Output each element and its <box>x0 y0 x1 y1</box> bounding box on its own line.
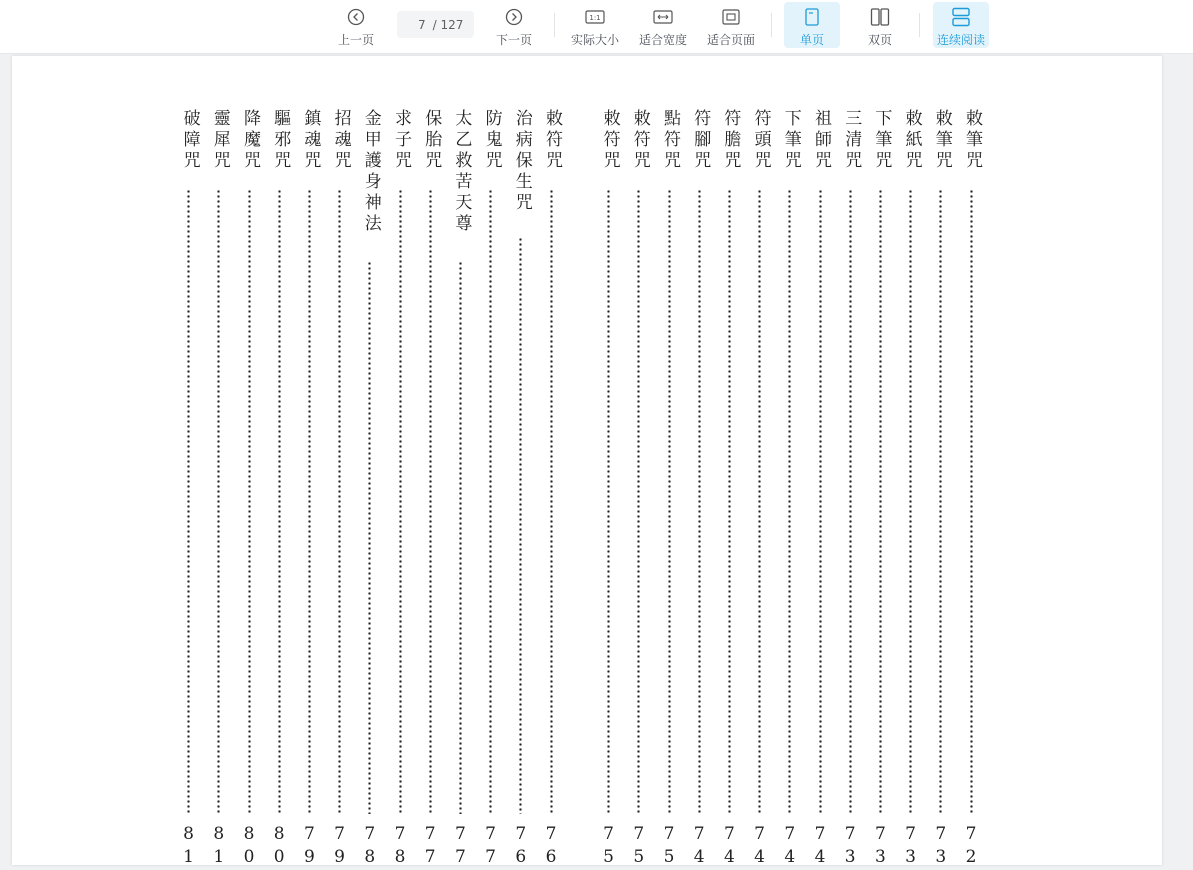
toc-entry[interactable] <box>329 109 351 870</box>
toc-entry[interactable] <box>839 109 862 870</box>
toc-entry-title: 治病保生咒 <box>511 109 532 214</box>
chevron-left-circle-icon <box>345 7 367 27</box>
fit-page-button[interactable] <box>703 2 759 48</box>
toc-entry-page-number: 74 <box>749 824 770 870</box>
toc-leader-dots <box>489 189 492 814</box>
toc-leader-dots <box>849 189 852 814</box>
toc-entry[interactable] <box>540 109 562 870</box>
page-number-input[interactable] <box>408 18 426 32</box>
toc-entry-title: 招魂咒 <box>330 109 351 172</box>
toc-entry[interactable] <box>389 109 411 870</box>
fit-width-icon <box>652 7 674 27</box>
toc-leader-dots <box>698 189 701 814</box>
toc-entry-page-number: 77 <box>420 824 441 870</box>
toc-entry-page-number: 74 <box>689 824 710 870</box>
toc-entry-title: 符頭咒 <box>750 109 771 172</box>
toc-entry-title: 敕筆咒 <box>962 109 982 172</box>
toolbar-divider <box>919 13 920 37</box>
toc-entry-title: 太乙救苦天尊 <box>451 109 472 235</box>
toc-entry[interactable] <box>359 109 381 870</box>
toc-entry[interactable] <box>480 109 502 870</box>
prev-page-label: 上一页 <box>337 33 374 47</box>
svg-text:1:1: 1:1 <box>589 14 601 22</box>
toc-leader-dots <box>217 189 220 814</box>
continuous-reading-button[interactable] <box>933 2 989 48</box>
toc-leader-dots <box>399 189 402 814</box>
toc-entry-title: 破障咒 <box>179 109 200 172</box>
toc-entry[interactable] <box>718 109 741 870</box>
toc-entry-title: 祖師咒 <box>811 109 831 172</box>
toc-entry[interactable] <box>869 109 892 870</box>
scrollbar[interactable] <box>1179 54 1193 865</box>
toc-entry-title: 符腳咒 <box>690 109 711 172</box>
actual-size-label: 实际大小 <box>570 33 619 47</box>
toc-leader-dots <box>550 189 553 814</box>
toc-leader-dots <box>728 189 731 814</box>
next-page-label: 下一页 <box>495 33 532 47</box>
toc-entry-title: 下筆咒 <box>871 109 892 172</box>
toc-entry[interactable] <box>238 109 260 870</box>
toc-entry-page-number: 77 <box>480 824 501 870</box>
toc-entry-title: 三清咒 <box>841 109 862 172</box>
toc-entry-page-number: 75 <box>659 824 679 870</box>
toc-leader-dots <box>758 189 761 814</box>
toc-entry-page-number: 77 <box>450 824 471 870</box>
toc-leader-dots <box>368 261 371 814</box>
toc-entry-page-number: 76 <box>510 824 531 870</box>
toc-entry-page-number: 78 <box>390 824 410 870</box>
toc-leader-dots <box>939 189 942 814</box>
toc-leader-dots <box>819 189 822 814</box>
toc-entry[interactable] <box>658 109 680 870</box>
toc-leader-dots <box>308 189 311 814</box>
toc-entry[interactable] <box>298 109 321 870</box>
toc-entry[interactable] <box>960 109 982 870</box>
page-indicator <box>397 11 474 38</box>
fit-page-label: 适合页面 <box>706 33 755 47</box>
toc-leader-dots <box>879 189 882 814</box>
toc-entry-page-number: 81 <box>208 824 229 870</box>
toc-entry-page-number: 74 <box>719 824 740 870</box>
toc-entry[interactable] <box>178 109 200 870</box>
toc-entry[interactable] <box>688 109 711 870</box>
single-page-button[interactable] <box>784 2 840 48</box>
toc-entry-page-number: 75 <box>598 824 619 870</box>
toc-leader-dots <box>187 189 190 814</box>
continuous-reading-icon <box>950 7 972 27</box>
toc-entry-page-number: 75 <box>628 824 649 870</box>
toc-entry-page-number: 73 <box>840 824 861 870</box>
toc-leader-dots <box>788 189 791 814</box>
toc-leader-dots <box>668 189 671 814</box>
actual-size-button[interactable] <box>567 2 623 48</box>
toc-entry-page-number: 74 <box>779 824 800 870</box>
chevron-right-circle-icon <box>503 7 525 27</box>
toc-entry-page-number: 76 <box>541 824 561 870</box>
toc-entry[interactable] <box>628 109 650 870</box>
toc-entry[interactable] <box>930 109 952 870</box>
toc-entry-title: 敕紙咒 <box>901 109 922 172</box>
toc-entry-page-number: 72 <box>961 824 981 870</box>
toc-entry[interactable] <box>419 109 442 870</box>
toc-entry-title: 鎮魂咒 <box>300 109 321 172</box>
toc-entry-page-number: 73 <box>930 824 951 870</box>
toolbar-divider <box>554 13 555 37</box>
toc-entry-title: 點符咒 <box>660 109 680 172</box>
toc-leader-dots <box>429 189 432 814</box>
actual-size-icon <box>584 7 606 27</box>
toc-entry[interactable] <box>510 109 532 870</box>
toc-leader-dots <box>637 189 640 814</box>
document-page <box>12 56 1162 870</box>
next-page-button[interactable] <box>492 2 536 48</box>
toc-entry-title: 保胎咒 <box>421 109 442 172</box>
page-total: / 127 <box>432 17 464 32</box>
toc-entry-page-number: 73 <box>870 824 891 870</box>
toc-entry-page-number: 73 <box>900 824 921 870</box>
toc-leader-dots <box>278 189 281 814</box>
toc-entry[interactable] <box>449 109 472 870</box>
toc-entry[interactable] <box>900 109 922 870</box>
toc-entry[interactable] <box>779 109 801 870</box>
toc-entry-title: 敕符咒 <box>599 109 620 172</box>
toolbar-divider <box>771 13 772 37</box>
double-page-icon <box>869 7 891 27</box>
fit-width-label: 适合宽度 <box>638 33 687 47</box>
toc-entry[interactable] <box>809 109 831 870</box>
toc-entry[interactable] <box>268 109 291 870</box>
fit-width-button[interactable] <box>635 2 691 48</box>
toc-entry-page-number: 79 <box>329 824 350 870</box>
toc-entry-page-number: 79 <box>299 824 320 870</box>
toc-entry-title: 求子咒 <box>391 109 411 172</box>
toc-entry-title: 驅邪咒 <box>270 109 291 172</box>
prev-page-button[interactable] <box>334 2 378 48</box>
single-page-icon <box>801 7 823 27</box>
toc-entry-page-number: 74 <box>810 824 830 870</box>
toc-leader-dots <box>607 189 610 814</box>
single-page-label: 单页 <box>799 33 824 47</box>
toc-entry-title: 敕符咒 <box>629 109 650 172</box>
toc-leader-dots <box>909 189 912 814</box>
toc-entry-title: 靈犀咒 <box>209 109 230 172</box>
toc-entry-page-number: 80 <box>269 824 290 870</box>
toc-entry[interactable] <box>749 109 771 870</box>
double-page-button[interactable] <box>852 2 908 48</box>
toc-entry-title: 敕筆咒 <box>931 109 952 172</box>
toc-entry-title: 降魔咒 <box>240 109 260 172</box>
viewer-toolbar <box>0 0 1193 54</box>
continuous-reading-label: 连续阅读 <box>936 33 985 47</box>
toc-entry-title: 敕符咒 <box>542 109 562 172</box>
toc-leader-dots <box>970 189 973 814</box>
double-page-label: 双页 <box>867 33 892 47</box>
toc-leader-dots <box>248 189 251 814</box>
toc-entry-page-number: 78 <box>359 824 380 870</box>
toc-entry[interactable] <box>208 109 230 870</box>
toc-leader-dots <box>338 189 341 814</box>
toc-entry-title: 金甲護身神法 <box>360 109 381 235</box>
toc-entry-page-number: 80 <box>239 824 259 870</box>
toc-entry-page-number: 81 <box>178 824 199 870</box>
toc-leader-dots <box>519 237 522 814</box>
toc-entry-title: 下筆咒 <box>780 109 801 172</box>
toc-leader-dots <box>459 261 462 814</box>
fit-page-icon <box>720 7 742 27</box>
toc-entry-title: 防鬼咒 <box>481 109 502 172</box>
toc-entry-title: 符膽咒 <box>720 109 741 172</box>
toc-entry[interactable] <box>598 109 620 870</box>
